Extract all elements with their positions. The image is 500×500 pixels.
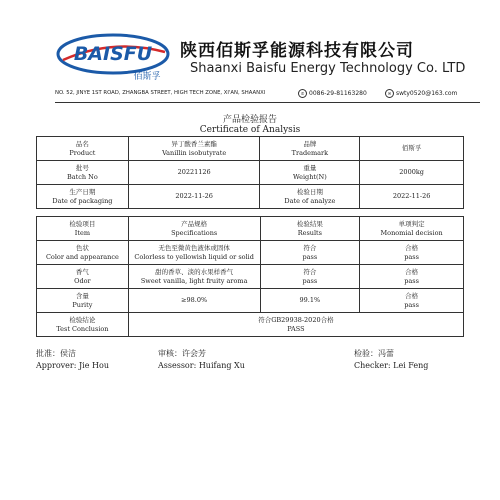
approver-signature <box>36 348 109 372</box>
test-cell-cn: 香气 <box>75 268 89 276</box>
test-cell-en: pass <box>404 252 419 261</box>
test-header-cell <box>128 217 260 241</box>
info-value-cell <box>360 137 464 161</box>
header-divider <box>55 102 480 103</box>
test-cell <box>260 241 360 265</box>
phone-contact <box>298 89 367 98</box>
assessor-cn: 审核：许会芳 <box>158 349 206 358</box>
approver-en: Approver: Jie Hou <box>36 361 109 370</box>
test-cell-en: Odor <box>74 276 91 285</box>
info-value-cell-cn: 异丁酸香兰素酯 <box>171 140 217 148</box>
contact-bar <box>55 86 480 100</box>
test-cell <box>260 289 360 313</box>
info-value-cell <box>128 137 260 161</box>
test-cell-en: Colorless to yellowish liquid or solid <box>134 252 254 261</box>
test-header-cell <box>37 217 129 241</box>
test-cell-cn: 含量 <box>75 292 89 300</box>
test-cell-en: pass <box>302 276 318 285</box>
email-address: swty0520@163.com <box>396 90 458 97</box>
info-label-cell-en: Date of packaging <box>52 196 113 205</box>
test-cell <box>360 289 464 313</box>
company-name-cn: 陕西佰斯孚能源科技有限公司 <box>180 41 414 61</box>
info-value-cell-en: Vanillin isobutyrate <box>162 148 227 157</box>
info-label-cell <box>260 185 360 209</box>
info-label-cell-cn: 生产日期 <box>69 188 96 196</box>
company-address: NO. 52, JINYE 1ST ROAD, ZHANGBA STREET, HIGH TECH ZONE, XI'AN, SHAANXI <box>55 90 266 96</box>
assessor-signature <box>158 348 245 372</box>
phone-icon: ✆ <box>298 89 307 98</box>
test-header-cell <box>360 217 464 241</box>
test-cell <box>128 265 260 289</box>
test-row <box>37 289 464 313</box>
logo-text: BAISFU <box>73 43 153 65</box>
test-cell <box>360 241 464 265</box>
email-contact <box>385 89 457 98</box>
info-label-cell <box>37 161 129 185</box>
company-name-en: Shaanxi Baisfu Energy Technology Co. LTD <box>190 61 466 76</box>
test-cell <box>260 265 360 289</box>
info-label-cell-en: Weight(N) <box>292 172 327 181</box>
product-info-table <box>36 136 464 209</box>
test-cell-en: Purity <box>72 300 93 309</box>
test-header-cell-en: Results <box>297 228 323 237</box>
test-cell-cn: 99.1% <box>299 296 321 305</box>
test-cell-cn: 色状 <box>75 244 89 252</box>
approver-cn: 批准：侯洁 <box>36 349 76 358</box>
info-label-cell-cn: 重量 <box>303 164 317 172</box>
test-cell-cn: 甜的香草、淡的水果样香气 <box>155 268 234 276</box>
info-value-cell <box>360 161 464 185</box>
test-header-cell-cn: 检验项目 <box>69 220 96 228</box>
test-cell <box>37 241 129 265</box>
info-label-cell-en: Product <box>69 148 96 157</box>
info-label-cell <box>260 161 360 185</box>
conclusion-row <box>37 313 464 337</box>
test-cell <box>37 289 129 313</box>
test-cell <box>128 241 260 265</box>
test-cell <box>128 289 260 313</box>
conclusion-value-cn: 符合GB29938-2020合格 <box>258 316 334 324</box>
test-cell-en: Color and appearance <box>45 252 119 261</box>
test-cell-cn: 合格 <box>405 292 419 300</box>
test-header-cell-en: Monomial decision <box>380 228 443 237</box>
baisfu-logo <box>55 30 173 82</box>
conclusion-label-en: Test Conclusion <box>56 324 109 333</box>
info-value-cell <box>128 161 260 185</box>
test-cell-cn: ≥98.0% <box>181 296 208 305</box>
assessor-en: Assessor: Huifang Xu <box>158 361 245 370</box>
logo-cn-text: 佰斯孚 <box>133 72 161 82</box>
test-header-cell-en: Specifications <box>171 228 218 237</box>
conclusion-value-cell <box>128 313 463 337</box>
checker-en: Checker: Lei Feng <box>354 361 429 370</box>
info-value-cell-cn: 佰斯孚 <box>401 144 422 153</box>
info-value-cell-cn: 2022-11-26 <box>392 192 431 201</box>
info-value-cell-cn: 20221126 <box>177 168 211 177</box>
info-label-cell-en: Trademark <box>291 148 329 157</box>
test-cell-cn: 无色至微黄色液体或固体 <box>158 244 230 252</box>
email-icon: ✉ <box>385 89 394 98</box>
test-cell-en: Sweet vanilla, light fruity aroma <box>140 276 248 285</box>
test-header-row <box>37 217 464 241</box>
info-row <box>37 185 464 209</box>
info-row <box>37 137 464 161</box>
test-header-cell-cn: 单项判定 <box>398 220 425 228</box>
checker-cn: 检验：冯蕾 <box>354 349 394 358</box>
info-label-cell-cn: 批号 <box>75 164 89 172</box>
info-label-cell-cn: 检验日期 <box>296 188 323 196</box>
info-label-cell-cn: 品名 <box>75 140 89 148</box>
test-cell <box>37 265 129 289</box>
info-value-cell-cn: 2022-11-26 <box>175 192 213 201</box>
info-value-cell <box>128 185 260 209</box>
info-label-cell-en: Batch No <box>67 172 98 181</box>
info-label-cell <box>260 137 360 161</box>
info-label-cell-en: Date of analyze <box>284 196 336 205</box>
conclusion-label-cn: 检验结论 <box>69 316 96 324</box>
test-cell-en: pass <box>302 252 318 261</box>
test-header-cell <box>260 217 360 241</box>
test-cell-cn: 合格 <box>405 268 419 276</box>
test-cell-cn: 符合 <box>303 268 317 276</box>
test-cell-cn: 合格 <box>405 244 419 252</box>
report-title-en: Certificate of Analysis <box>199 125 301 135</box>
test-header-cell-cn: 产品规格 <box>181 220 208 228</box>
info-label-cell <box>37 185 129 209</box>
letterhead <box>55 30 475 86</box>
test-row <box>37 265 464 289</box>
test-header-cell-cn: 检验结果 <box>296 220 323 228</box>
info-label-cell-cn: 品牌 <box>303 140 317 148</box>
info-label-cell <box>37 137 129 161</box>
report-title-cn: 产品检验报告 <box>222 115 277 125</box>
info-row <box>37 161 464 185</box>
test-results-table <box>36 216 464 337</box>
test-cell <box>360 265 464 289</box>
test-cell-en: pass <box>404 276 419 285</box>
test-cell-cn: 符合 <box>303 244 317 252</box>
conclusion-value-en: PASS <box>287 324 305 333</box>
test-cell-en: pass <box>404 300 419 309</box>
checker-signature <box>354 348 428 372</box>
info-value-cell-cn: 2000kg <box>399 168 424 177</box>
test-header-cell-en: Item <box>74 228 90 237</box>
phone-number: 0086-29-81163280 <box>309 90 367 97</box>
conclusion-label-cell <box>37 313 129 337</box>
info-value-cell <box>360 185 464 209</box>
test-row <box>37 241 464 265</box>
